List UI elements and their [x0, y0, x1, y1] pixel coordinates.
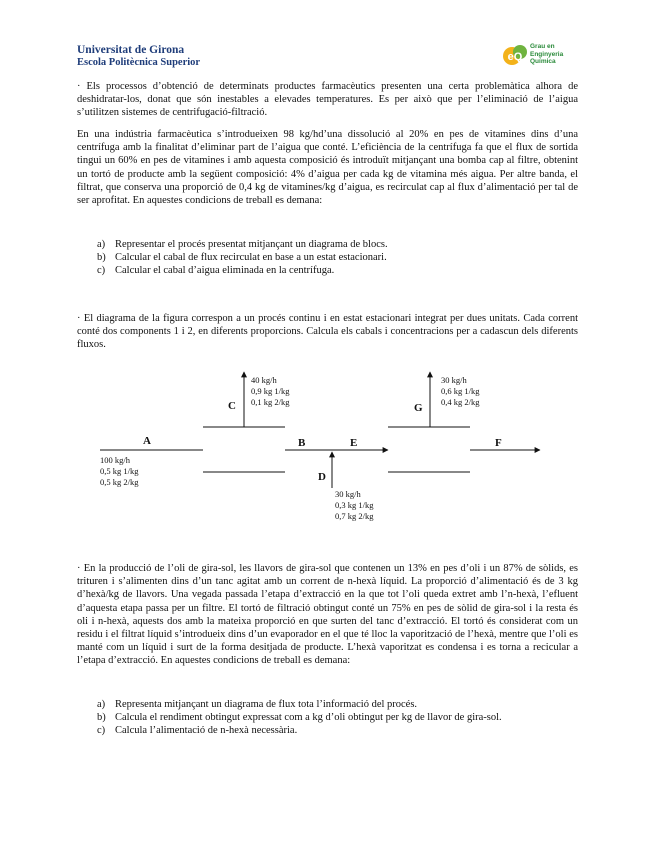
- stream-c-label: C: [228, 400, 236, 412]
- degree-logo: [500, 40, 580, 72]
- task-text: Calcula el rendiment obtingut expressat com a kg d’oli obtingut per kg de llavor de gira-sol.: [115, 712, 502, 724]
- stream-a-label: A: [143, 435, 151, 447]
- list-item: [77, 724, 578, 737]
- stream-f-label: F: [495, 437, 502, 449]
- logo-text-line: Enginyeria: [530, 50, 564, 58]
- problem1-body: En una indústria farmacèutica s’introdueixen 98 kg/hd’una dissolució al 20% en pes de vitamines dins d’una centrífuga amb la finalitat d’eliminar part de l’aigua que conté. L’eficiència de la centrífuga fa que el flux de sortida tingui un 60% en pes de vitamines i amb aquesta composició és introduït mitjançant una bomba cap al filtre, obtenint un tortó de producte amb la següent composició: 4% d’aigua per cada kg de vitamina més aigua. Per altre banda, el filtrat, que conserva una proporció de 0,4 kg de vitamines/kg d’aigua, es recirculat cap al flux d’alimentació per tal de ser aprofitat. En aquestes condicions de treball es demana:: [77, 129, 578, 207]
- task-label: b): [97, 252, 106, 264]
- logo-text-line: Grau en: [530, 43, 555, 50]
- process-diagram: [0, 360, 655, 530]
- task-label: a): [97, 239, 106, 250]
- stream-g-label: G: [414, 402, 423, 414]
- problem3-body: · En la producció de l’oli de gira-sol, les llavors de gira-sol que contenen un 13% en pes d’oli i un 87% de sòlids, es trituren i s’alimenten dins d’un tanc agitat amb un corrent de n-hexà líquid. La proporció d’alimentació és de 3 kg d’hexà/kg de llavors. Una vegada passada l’etapa d’extracció en la que tot l’oli queda extret amb l’n-hexà, l’efluent d’aquesta etapa passa per un filtre. El tortó de filtració obtingut conté un 75% en pes de sòlid de gira-sol i la resta és oli i n-hexà, aquests dos amb la mateixa proporció en que surten del tanc d’extracció. El tortó és considerat com un residu i el filtrat líquid s’introdueix dins d’un evaporador en el que té lloc la vaporització de l’hexà, mentre que l’oli es manté com un líquid i surt de la forma desitjada de producte. L’hexà vaporitzat es condensa i es torna a recicular a l’etapa d’extracció. En aquestes condicions de treball es demana:: [77, 563, 578, 667]
- task-text: Calcula l’alimentació de n-hexà necessària.: [115, 725, 298, 737]
- stream-e-label: E: [350, 437, 358, 449]
- list-item: [77, 238, 578, 251]
- problem1-task-list: [77, 238, 578, 278]
- problem3-task-list: [77, 698, 578, 738]
- task-text: Calcular el cabal de flux recirculat en base a un estat estacionari.: [115, 252, 387, 264]
- stream-c-comp1: 0,9 kg 1/kg: [251, 386, 290, 396]
- stream-a-comp1: 0,5 kg 1/kg: [100, 466, 139, 476]
- stream-a-comp2: 0,5 kg 2/kg: [100, 477, 139, 487]
- task-label: c): [97, 265, 106, 277]
- task-text: Representa mitjançant un diagrama de flux tota l’informació del procés.: [115, 699, 418, 710]
- header-branding: [77, 44, 200, 69]
- problem1-intro: · Els processos d’obtenció de determinats productes farmacèutics presenten una certa problemàtica alhora de deshidratar-los, donat que són inestables a elevades temperatures. Es per això que per l’eliminació de l’aigua s’utilitzen sistemes de centrifugació-filtració.: [77, 81, 578, 119]
- task-label: a): [97, 699, 106, 710]
- list-item: [77, 698, 578, 711]
- stream-d-comp1: 0,3 kg 1/kg: [335, 500, 374, 510]
- stream-c-flow: 40 kg/h: [251, 375, 277, 385]
- logo-mark: eQ: [507, 51, 523, 63]
- list-item: [77, 251, 578, 264]
- list-item: [77, 711, 578, 724]
- stream-d-flow: 30 kg/h: [335, 489, 361, 499]
- stream-g-flow: 30 kg/h: [441, 375, 467, 385]
- stream-g-comp1: 0,6 kg 1/kg: [441, 386, 480, 396]
- stream-a-flow: 100 kg/h: [100, 455, 130, 465]
- stream-d-comp2: 0,7 kg 2/kg: [335, 511, 374, 521]
- problem2-intro: · El diagrama de la figura correspon a un procés continu i en estat estacionari integrat per dues unitats. Cada corrent conté dos components 1 i 2, en diferents proporcions. Calcula els cabals i concentracions per a cadascun dels diferents fluxos.: [77, 313, 578, 351]
- university-name: Universitat de Girona: [77, 44, 185, 56]
- school-name: Escola Politècnica Superior: [77, 57, 201, 68]
- task-label: c): [97, 725, 106, 737]
- logo-text: [530, 43, 563, 66]
- stream-d-label: D: [318, 471, 326, 483]
- task-label: b): [97, 712, 106, 724]
- task-text: Representar el procés presentat mitjançant un diagrama de blocs.: [115, 239, 388, 250]
- list-item: [77, 264, 578, 277]
- stream-g-comp2: 0,4 kg 2/kg: [441, 397, 480, 407]
- eq-logo-icon: [500, 40, 530, 70]
- stream-c-comp2: 0,1 kg 2/kg: [251, 397, 290, 407]
- task-text: Calcular el cabal d’aigua eliminada en la centrífuga.: [115, 265, 335, 277]
- logo-text-line: Química: [530, 58, 556, 65]
- stream-b-label: B: [298, 437, 306, 449]
